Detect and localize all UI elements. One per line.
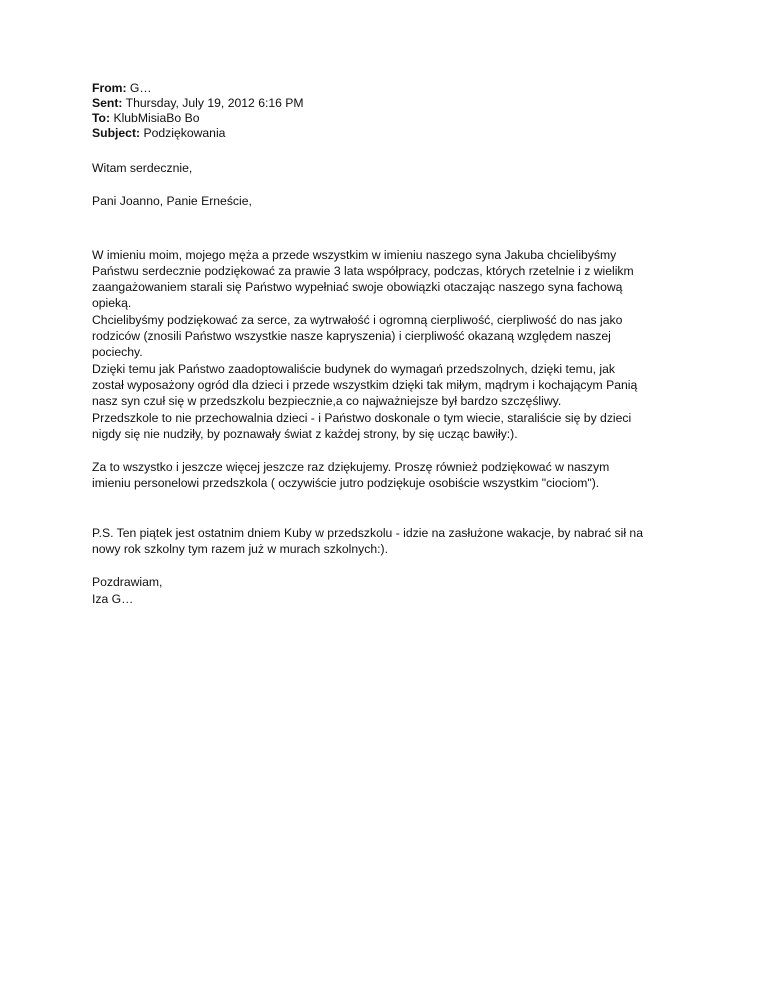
signature: Iza G… [92,591,134,606]
body-line: Przedszkole to nie przechowalnia dzieci - i Państwo doskonale o tym wiecie, staraliście się by dzieci [92,410,632,425]
from-value: G… [129,81,152,95]
body-line: Państwu serdecznie podziękować za prawie 3 lata współpracy, podczas, których rzetelnie i z wielikm [92,263,634,278]
greeting: Witam serdecznie, [92,161,193,175]
body-line: Dzięki temu jak Państwo zaadoptowaliście budynek do wymagań przedszolnych, dzięki temu, jak [92,361,615,376]
body-line: rodziców (znosili Państwo wszystkie nasze kapryszenia) i cierpliwość okazaną względem naszej [92,329,611,344]
body-line: W imieniu moim, mojego męża a przede wszystkim w imieniu naszego syna Jakuba chcielibyśmy [92,247,617,262]
to-value: KlubMisiaBo Bo [113,111,200,125]
body-line: nigdy się nie nudziły, by poznawały świat z każdej strony, by się ucząc bawiły:). [92,426,518,441]
sent-value: Thursday, July 19, 2012 6:16 PM [125,96,304,110]
postscript-paragraph [92,525,692,558]
body-line: został wyposażony ogród dla dzieci i przede wszystkim dzięki tak miłym, mądrym i kochającym Panią [92,377,638,392]
postscript-line: nowy rok szkolny tym razem już w murach szkolnych:). [92,542,388,557]
sent-label: Sent: [92,96,123,110]
closing-line: Pozdrawiam, [92,575,163,590]
body-line: pociechy. [92,345,143,360]
subject-label: Subject: [92,126,141,140]
email-printout [92,81,692,607]
thanks-paragraph [92,459,692,492]
body-line: opieką. [92,296,132,311]
to-label: To: [92,111,111,125]
body-line: nasz syn czuł się w przedszkolu bezpiecznie,a co najważniejsze był bardzo szczęśliwy. [92,394,562,409]
subject-value: Podziękowania [143,126,226,140]
header-to [92,111,692,126]
thanks-line: imieniu personelowi przedszkola ( oczywiście jutro podziękuje osobiście wszystkim "ciociom"). [92,476,600,491]
body-line: Chcielibyśmy podziękować za serce, za wytrwałość i ogromną cierpliwość, cierpliwość do nas jako [92,312,623,327]
header-from [92,81,692,96]
header-sent [92,96,692,111]
body-paragraph [92,247,692,443]
from-label: From: [92,81,127,95]
body-line: zaangażowaniem starali się Państwo wypełniać swoje obowiązki otaczając naszego syna fachową [92,280,623,295]
header-subject [92,126,692,141]
postscript-line: P.S. Ten piątek jest ostatnim dniem Kuby w przedszkolu - idzie na zasłużone wakacje, by nabrać sił na [92,525,643,540]
closing-block [92,574,692,607]
salutation: Pani Joanno, Panie Erneście, [92,194,252,209]
thanks-line: Za to wszystko i jeszcze więcej jeszcze raz dziękujemy. Proszę również podziękować w naszym [92,460,610,475]
